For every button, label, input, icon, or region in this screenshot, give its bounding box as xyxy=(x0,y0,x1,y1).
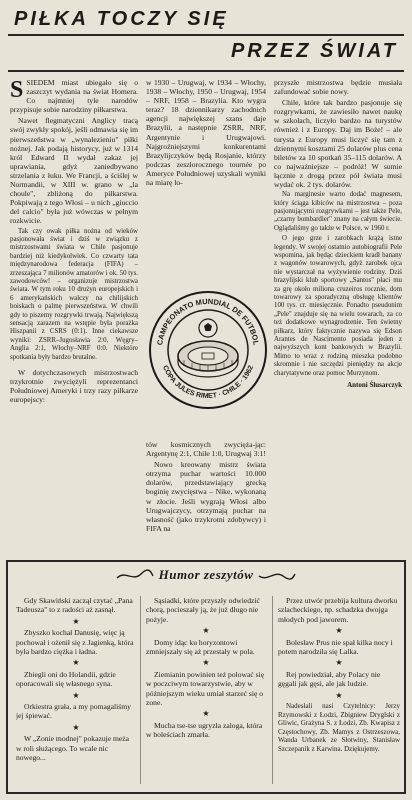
column-divider xyxy=(272,596,273,784)
article-paragraph-small: O jego grze i zarobkach krążą istne legendy. W swojej ostatnio autobiografii Pele wspomina, jak będąc dzieckiem kradł banany z wagonów towarowych, gdyż zarobek ojca nie wystarczał na wyżywienie rodziny. Dziś brazylijski klub sportowy „Santos" płaci mu za grę około miliona cruzeiros rocznie, dom towarowy za sporadyczną obsługę klientów 100 tys. cr. miesięcznie. Ponadto pseudonim „Pele" znajduje się na wielu towarach, za co też dodatkowe wynagrodzenie. Ten świetny piłkarz, który faktycznie nazywa się Edson Arantes de Nascimento posiada jeden z najwyższych kont bankowych w Brazylii. Mimo to wraz z rodziną mieszka podobno skromnie i nie szczędzi pieniędzy na akcje charytatywne oraz pomoc Murzynom. xyxy=(274,235,402,377)
headline-part-2: PRZEZ ŚWIAT xyxy=(230,40,398,62)
humor-column-1 xyxy=(16,596,136,788)
football-icon xyxy=(199,319,217,337)
article-paragraph: tów kosmicznych zwycięża-jąc: Argentynę 2:1, Chile 1:0, Urugwaj 3:1! xyxy=(146,440,266,459)
star-separator-icon: ★ xyxy=(72,690,80,700)
article-paragraph: w 1930 – Urugwaj, w 1934 – Włochy, 1938 – Włochy, 1950 – Urugwaj, 1954 – NRF, 1958 – Brazylia. Kto wygra teraz? 18 dziennikarzy zachodnich agencji największej szans daje Brazylii, a następnie ZSRR, NRF, Argentynie i Urugwajowi. Najgroźniejszymi konkurentami Brazylijczyków będą Rosjanie, którzy podczas zeszłorocznego tournée po Ameryce Południowej uzyskali wyniki na miarę lo- xyxy=(146,78,266,188)
humor-column-2 xyxy=(146,596,266,788)
star-separator-icon: ★ xyxy=(72,616,80,626)
humor-item: Gdy Skawiński zaczął czytać „Pana Tadeusza" to z radości aż zasnął. xyxy=(16,596,133,615)
article-author: Antoni Ślusarczyk xyxy=(347,381,402,390)
humor-column-3 xyxy=(278,596,400,788)
humor-item: Zbiegli oni do Holandii, gdzie oporacowali się własnego syna. xyxy=(16,669,116,689)
humor-box xyxy=(6,560,406,794)
article-column-3 xyxy=(274,78,402,554)
humor-item: W „Zonie modnej" pokazuje meża w roli służącego. To wcale nic nowego... xyxy=(16,734,130,763)
star-separator-icon: ★ xyxy=(335,626,343,636)
article-lead-paragraph xyxy=(10,78,138,114)
article-paragraph-small: Na marginesie warto dodać magnesem, który ściąga kibiców na mistrzostwa – poza pasjonującymi rozgrywkami – jest także Pele, „czarny bombardier" znany na całym świecie. Oglądaliśmy go także w Polsce, w 1960 r. xyxy=(274,191,402,232)
humor-item: Sąsiadki, które przyszły odwiedzić chorą, pocieszały ją, że już długo nie pożyje. xyxy=(146,596,260,624)
contributors-note: Nadesłali nasi Czytelnicy: Jerzy Rzymowski z Łodzi, Zbigniew Dryglski z Gliwic, Grażyna S. z Łodzi, Zb. Kwapisz z Częstochowy, Zb. Mamys z Ostrzeszowa, Wanda Urbanek ze Słotwiny, Stanisław Szczepanik z Karwina. Dziękujemy. xyxy=(278,702,400,754)
header-rule xyxy=(8,34,404,36)
emblem-drawing xyxy=(146,258,270,434)
article-paragraph: W dotychczasowych mistrzostwach trzykrotnie zwyciężyli reprezentanci Południowej Ameryki i trzy razy piłkarze europejscy: xyxy=(10,368,138,405)
headline-part-1: PIŁKA TOCZY SIĘ xyxy=(14,8,229,30)
humor-header xyxy=(8,566,404,590)
article-paragraph: przyszłe mistrzostwa będzie musiała zafundować sobie nowy. xyxy=(274,78,402,97)
humor-item: Zbyszko kochał Danusię, więc ją pochował i ożenił się z Jagienką, która była bardzo ciężka i ładna. xyxy=(16,628,134,657)
star-separator-icon: ★ xyxy=(72,658,80,668)
star-separator-icon: ★ xyxy=(202,626,210,636)
article-paragraph: Nowo kreowany mistrz świata otrzyma puchar wartości 10.000 dolarów, przedstawiający grecką boginię zwycięstwa – Nike, wykonaną w złocie. Jeśli wygrają Włosi albo Urugwajczycy, otrzymają puchar na własność (jako trzykrotni zdobywcy) i FIFA na xyxy=(146,460,266,533)
pen-doodle-icon-right xyxy=(257,568,297,582)
humor-item: Przez utwór przebija kultura dworku szlacheckiego, np. schadzka dwojga młodych pod jaworem. xyxy=(278,596,398,624)
world-cup-emblem xyxy=(146,258,270,434)
humor-item: Rej powiedział, aby Polacy nie gęgali jak gęsi, ale jak ludzie. xyxy=(278,669,381,689)
star-separator-icon: ★ xyxy=(335,690,343,700)
humor-item: Domy idąc ku horyzontowi zmniejszały się aż przestały w pola. xyxy=(146,637,255,657)
humor-item: Mucha tse-tse ugryzła zaloga, która w boleściach zmarła. xyxy=(146,720,263,740)
lead-text: SIEDEM miast ubiegało się o zaszczyt wydania na świat Homera. Co najmniej tyle narodów przypisuje sobie narodziny piłkarstwa. xyxy=(10,78,138,115)
article-column-2-continued xyxy=(146,440,266,554)
pen-doodle-icon xyxy=(115,568,155,582)
emblem-ring-text-bottom: COPA JULES RIMET · CHILE · 1962 xyxy=(161,364,255,401)
article-paragraph: Nawet flegmatyczni Anglicy tracą swój zwykły spokój, jeśli odmawia się im pierwszeństwa w „wynalezieniu" piłki nożnej. Jak podają historycy, już w 1314 król Edward II wydał zakaz jej uprawiania, gdyż zaniedbywano strzelania z łuku. We Francji, a ściślej w Normandii, w XIII w. grano w „la choule", zbliżoną do piłkarstwa. Pokpiwają z tego Włosi – u nich „giuccio del calcio" była już wówczas w pełnym rozkwicie. xyxy=(10,116,138,226)
article-paragraph: Chile, które tak bardzo pasjonuje się rozgrywkami, że zawiesiło nawet naukę w szkołach, liczyło bardzo na turystów również i z Europy. Daj im Boże! – ale turysta z Europy musi liczyć się tam z dziennymi kosztami 25 dolarów plus cena biletów za 10 spotkań 35–115 dolarów. A co najważniejsze – podróż! W sumie łącznie z drogą przez pół świata musi wydać ok. 2 tys. dolarów. xyxy=(274,98,402,190)
column-divider xyxy=(140,596,141,784)
article-column-1 xyxy=(10,78,138,554)
header-rule-bottom xyxy=(8,70,404,72)
star-separator-icon: ★ xyxy=(202,709,210,719)
humor-title: Humor zeszytów xyxy=(158,567,254,582)
star-separator-icon: ★ xyxy=(72,722,80,732)
emblem-ring-text-top: CAMPEONATO MUNDIAL DE FUTBOL xyxy=(155,296,261,346)
article-column-2 xyxy=(146,78,266,254)
humor-item: Orkiestra grała, a my pomagaliśmy jej śpiewać. xyxy=(16,702,131,721)
article-paragraph-small: Tak czy owak piłka nożna od wieków pasjonowała świat i dziś w związku z mistrzostwami świata w Chile pasjonuje bardziej niż kiedykolwiek. Co czwarty tata międzynarodowa federacja (FIFA) – zrzeszająca 7 milionów amatorów i ok. 50 tys. zawodowców! – organizuje mistrzostwa świata. W tym roku 10 drużyn europejskich i 6 amerykańskich walczy na chilijskich boiskach o palmę pierwszeństwa. W chwili gdy to piszemy rozgrywki trwają. Największą sensacją zarazem na wstępie była porażka Hiszpanii z CSRS (0:1). Inne ciekawsze wyniki: ZSRR–Jugosławia 2:0, Węgry–Anglia 2:1, Włochy–NRF 0:0. Niektóre spotkania były bardzo brutalne. xyxy=(10,227,138,361)
article-header xyxy=(0,0,412,80)
drop-cap: S xyxy=(10,78,24,103)
star-separator-icon: ★ xyxy=(335,658,343,668)
star-separator-icon: ★ xyxy=(202,658,210,668)
humor-item: Ziemianin powinien też polować się w poczciwym towarzystwie, aby w późniejszym wieku umiał starzeć się o zone. xyxy=(146,669,265,708)
humor-item: Bolesław Prus nie spał kilka nocy i potem narodziła się Lalka. xyxy=(278,637,393,657)
